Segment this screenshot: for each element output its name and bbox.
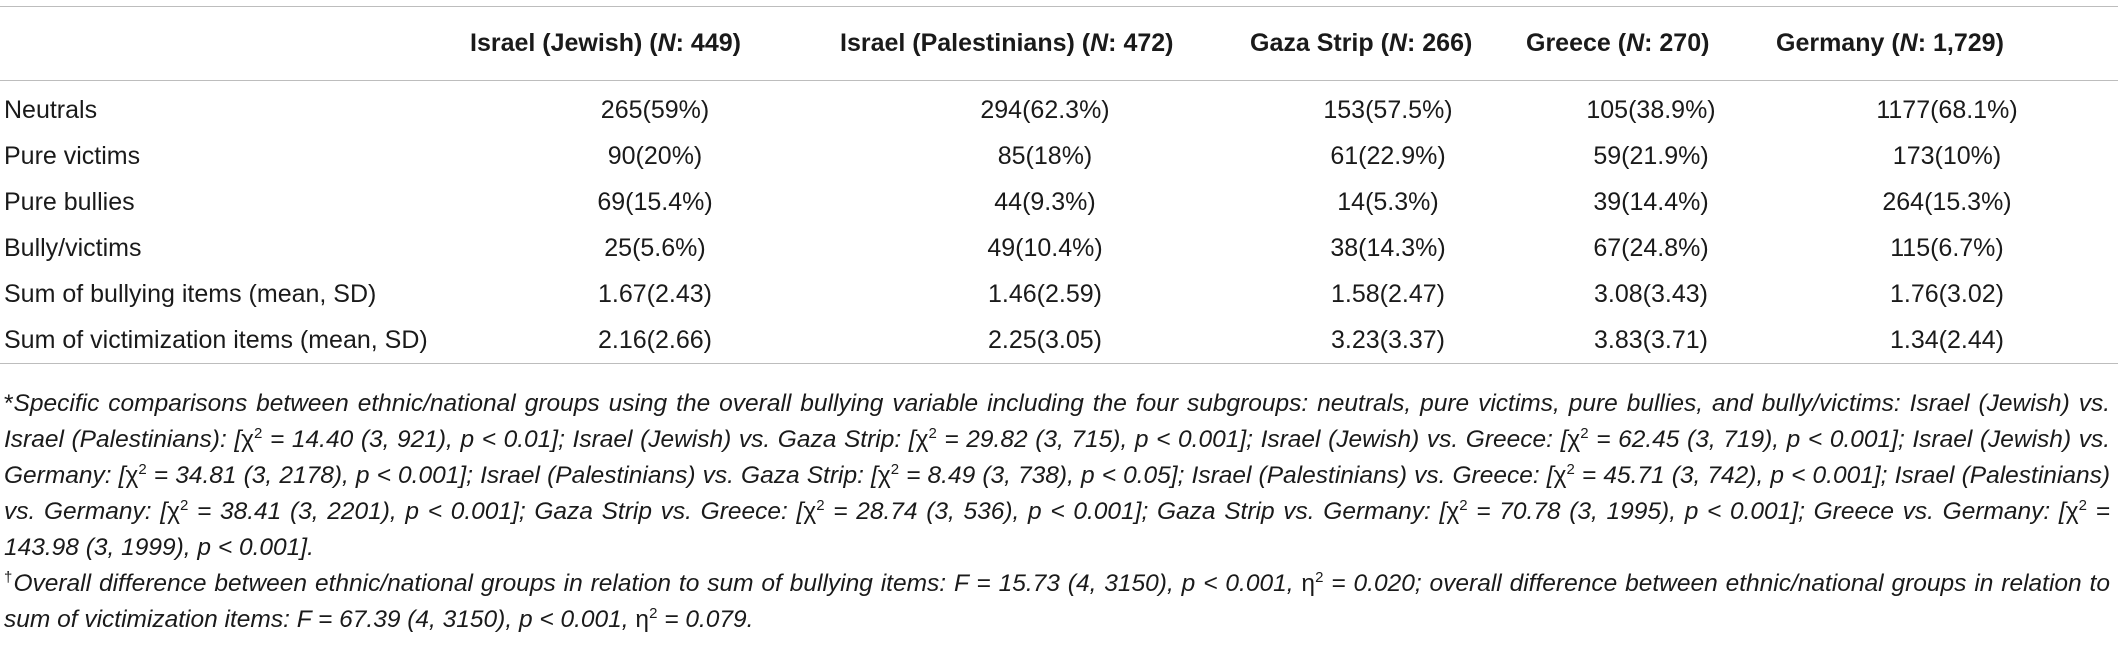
table-footnotes [4, 386, 2110, 638]
footnote-mark-asterisk: * [4, 390, 14, 417]
comparison-pair: Israel (Jewish) vs. Israel (Palestinians): [4, 390, 2110, 453]
table-cell: 3.08(3.43) [1594, 279, 1708, 308]
comparison-statistic: = 143.98 (3, 1999), p < 0.001] [4, 498, 2110, 561]
column-header [1526, 7, 1776, 81]
table-cell: 105(38.9%) [1586, 95, 1716, 124]
column-header-label: Israel (Jewish) ( [470, 29, 658, 57]
comparison-pair: Israel (Palestinians) vs. Gaza Strip: [480, 462, 871, 489]
comparison-pair: Israel (Jewish) vs. Germany: [4, 426, 2111, 489]
chi-exponent: 2 [816, 496, 825, 514]
chi-exponent: 2 [1580, 424, 1589, 442]
chi-symbol: χ [1567, 426, 1581, 453]
table-cell: 59(21.9%) [1593, 141, 1709, 170]
chi-exponent: 2 [928, 424, 937, 442]
column-header-n-label: N [1090, 29, 1109, 57]
column-header-label: Germany ( [1776, 29, 1900, 57]
table-row [0, 271, 2118, 317]
chi-symbol: χ [1553, 462, 1567, 489]
table-body [0, 81, 2118, 364]
dagger-text: = 0.020; overall difference between ethnic/national groups in relation to sum of victimization items: F = 67.39 (4, 3150), p < 0.001, [4, 570, 2110, 633]
comparison-statistic: = 14.40 (3, 921), p < 0.01] [262, 426, 559, 453]
chi-exponent: 2 [1459, 496, 1468, 514]
table-cell: 153(57.5%) [1323, 95, 1453, 124]
eta-exponent: 2 [649, 604, 658, 622]
column-header-label: Israel (Palestinians) ( [840, 29, 1091, 57]
table-cell: 3.83(3.71) [1594, 325, 1708, 354]
chi-exponent: 2 [254, 424, 263, 442]
table-cell: 1.67(2.43) [598, 279, 712, 308]
table-cell: 49(10.4%) [987, 233, 1103, 262]
column-header-n-value: : 270) [1644, 29, 1710, 57]
column-header-n-value: : 1,729) [1917, 29, 2004, 57]
table-header-row [0, 7, 2118, 81]
data-table [0, 6, 2118, 364]
chi-exponent: 2 [179, 496, 189, 514]
row-label: Neutrals [4, 95, 98, 124]
chi-symbol: χ [167, 498, 180, 525]
chi-symbol: χ [803, 498, 817, 525]
table-cell: 25(5.6%) [604, 233, 706, 262]
comparison-statistic: = 45.71 (3, 742), p < 0.001] [1574, 462, 1881, 489]
row-label: Pure victims [4, 141, 141, 170]
chi-symbol: χ [125, 462, 139, 489]
comparison-pair: Israel (Palestinians) vs. Greece: [1191, 462, 1547, 489]
chi-exponent: 2 [1566, 460, 1575, 478]
comparison-pair: Gaza Strip vs. Germany: [1156, 498, 1440, 525]
table-cell: 1.46(2.59) [988, 279, 1102, 308]
table-cell: 67(24.8%) [1593, 233, 1709, 262]
chi-symbol: χ [915, 426, 929, 453]
row-label: Sum of bullying items (mean, SD) [4, 279, 377, 308]
table-cell: 294(62.3%) [980, 95, 1110, 124]
eta-symbol: η [635, 606, 650, 633]
table-cell: 1.76(3.02) [1890, 279, 2004, 308]
row-label: Bully/victims [4, 233, 142, 262]
table-cell: 85(18%) [997, 141, 1093, 170]
chi-exponent: 2 [890, 460, 900, 478]
column-header-n-label: N [1899, 29, 1918, 57]
table-cell: 90(20%) [607, 141, 703, 170]
table-cell: 2.16(2.66) [598, 325, 712, 354]
eta-exponent: 2 [1315, 568, 1324, 586]
eta-symbol: η [1301, 570, 1316, 597]
footnote-mark-dagger: † [4, 568, 14, 586]
table-row [0, 225, 2118, 271]
table-cell: 38(14.3%) [1330, 233, 1446, 262]
table-cell: 1177(68.1%) [1876, 95, 2018, 124]
table-cell: 1.34(2.44) [1890, 325, 2004, 354]
table-row [0, 133, 2118, 179]
chi-symbol: χ [241, 426, 255, 453]
table-cell: 69(15.4%) [597, 187, 713, 216]
table-cell: 173(10%) [1892, 141, 2002, 170]
chi-exponent: 2 [138, 460, 147, 478]
row-label: Sum of victimization items (mean, SD) [4, 325, 428, 354]
chi-symbol: χ [1446, 498, 1460, 525]
row-label: Pure bullies [4, 187, 135, 216]
comparison-pair: Israel (Palestinians) vs. Germany: [4, 462, 2111, 525]
column-header-n-label: N [657, 29, 676, 57]
footnote-dagger [4, 566, 2110, 638]
table-cell: 2.25(3.05) [988, 325, 1102, 354]
column-header-n-label: N [1388, 29, 1407, 57]
table-cell: 3.23(3.37) [1331, 325, 1445, 354]
comparison-pair: Israel (Jewish) vs. Greece: [1260, 426, 1561, 453]
column-header [840, 7, 1250, 81]
dagger-text: Overall difference between ethnic/national groups in relation to sum of bullying items: F = 15.73 (4, 3150), p < 0.001, [13, 570, 1302, 597]
comparison-pair: Greece vs. Germany: [1813, 498, 2059, 525]
table-row [0, 81, 2118, 134]
column-header [1776, 7, 2118, 81]
comparison-statistic: = 29.82 (3, 715), p < 0.001] [936, 426, 1247, 453]
table-cell: 264(15.3%) [1882, 187, 2012, 216]
comparison-pair: Gaza Strip vs. Greece: [534, 498, 797, 525]
table-cell: 1.58(2.47) [1331, 279, 1445, 308]
table-cell: 14(5.3%) [1337, 187, 1439, 216]
column-header-n-value: : 472) [1108, 29, 1174, 57]
table-cell: 61(22.9%) [1330, 141, 1446, 170]
chi-exponent: 2 [2078, 496, 2087, 514]
footnote-intro: Specific comparisons between ethnic/national groups using the overall bullying variable including the four subgroups: neutrals, pure victims, pure bullies, and bully/victims: [13, 390, 1910, 417]
comparison-statistic: = 62.45 (3, 719), p < 0.001] [1588, 426, 1898, 453]
column-header-n-label: N [1626, 29, 1645, 57]
table-row [0, 179, 2118, 225]
table-cell: 39(14.4%) [1593, 187, 1709, 216]
chi-symbol: χ [2065, 498, 2079, 525]
table-cell: 115(6.7%) [1890, 233, 2004, 262]
chi-symbol: χ [877, 462, 891, 489]
column-header-n-value: : 266) [1406, 29, 1473, 57]
comparison-statistic: = 8.49 (3, 738), p < 0.05] [899, 462, 1178, 489]
table-cell: 44(9.3%) [994, 187, 1096, 216]
header-cell-empty [0, 7, 470, 81]
column-header-label: Greece ( [1526, 29, 1627, 57]
comparison-pair: Israel (Jewish) vs. Gaza Strip: [572, 426, 909, 453]
column-header [470, 7, 840, 81]
column-header-n-value: : 449) [675, 29, 741, 57]
column-header-label: Gaza Strip ( [1250, 29, 1389, 57]
dagger-text: = 0.079. [657, 606, 754, 633]
comparison-statistic: = 70.78 (3, 1995), p < 0.001] [1467, 498, 1799, 525]
table-row [0, 317, 2118, 364]
column-header [1250, 7, 1526, 81]
comparison-statistic: = 34.81 (3, 2178), p < 0.001] [146, 462, 467, 489]
table-cell: 265(59%) [600, 95, 710, 124]
comparison-statistic: = 28.74 (3, 536), p < 0.001] [824, 498, 1142, 525]
footnote-asterisk: *Specific comparisons between ethnic/national groups using the overall bullying variable including the four subgroups: neutrals, pure victims, pure bullies, and bully/victims: Israel (Jewish) vs. Israel (Palestinians): [$\chi^2 = 14.40$ (3, 921), p < 0.01]; Israel (Jewish) vs. Gaza Strip: [$\chi^2 = 29.82$ (3, 715), p < 0.001]; Israel (Jewish) vs. Greece: [$\chi^2 = 62.45$ (3, 719), p < 0.001]; Israel (Jewish) vs. Germany: [$\chi^2 = 34.81$ (3, 2178), p < 0.001]; Israel (Palestinians) vs. Gaza Strip: [$\chi^2 = 8.49$ (3, 738), p < 0.05]; Israel (Palestinians) vs. Greece: [$\chi^2 = 45.71$ (3, 742), p < 0.001]; Israel (Palestinians) vs. Germany: [$\chi^2 = 38.41$ (3, 2201), p < 0.001]; Gaza Strip vs. Greece: [$\chi^2 = 28.74$ (3, 536), p < 0.001]; Gaza Strip vs. Germany: [$\chi^2 = 70.78$ (3, 1995), p < 0.001]; Greece vs. Germany: [$\chi^2 = 143.98$ (3, 1999), p < 0.001]. [4, 390, 2111, 561]
comparison-statistic: = 38.41 (3, 2201), p < 0.001] [188, 498, 519, 525]
